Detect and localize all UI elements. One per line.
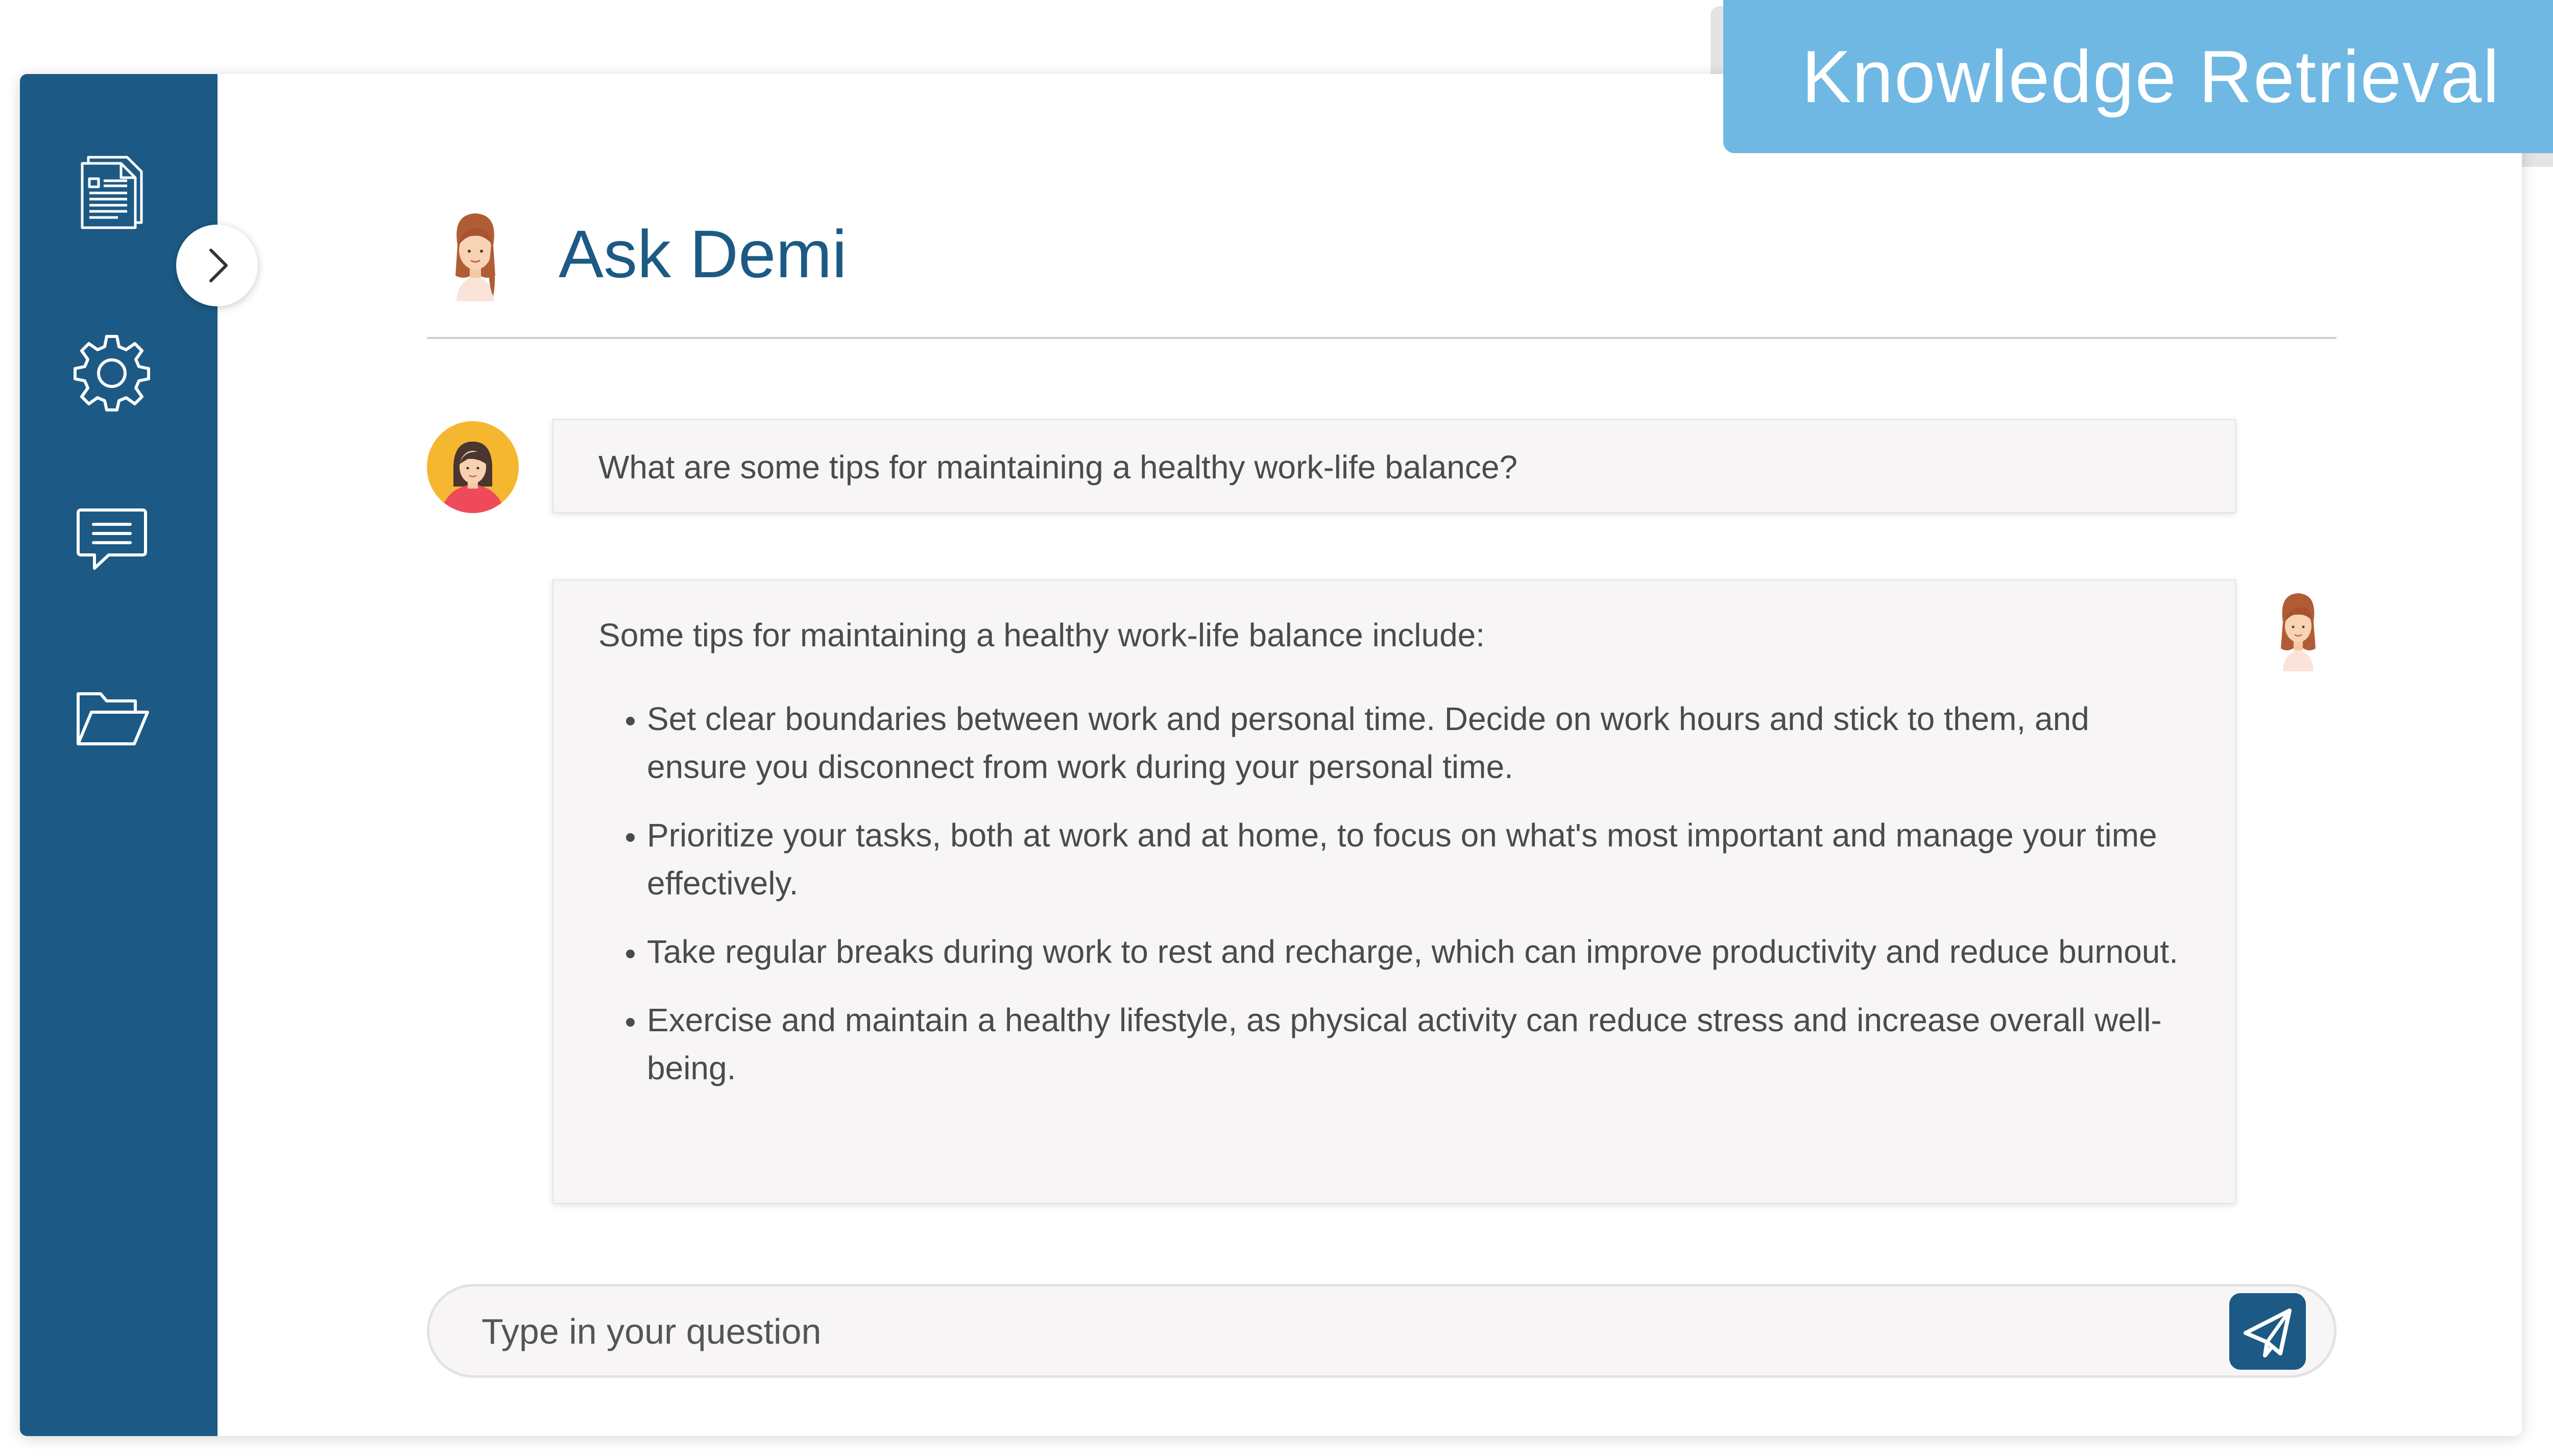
list-item: • Exercise and maintain a healthy lifestyle, as physical activity can reduce stress and increase overall well-being.: [647, 996, 2190, 1092]
folder-icon[interactable]: [71, 676, 153, 758]
header-divider: [427, 337, 2337, 339]
chevron-right-icon: [176, 225, 258, 306]
banner-label: Knowledge Retrieval: [1801, 35, 2500, 118]
list-item: • Set clear boundaries between work and personal time. Decide on work hours and stick to them, and ensure you disconnect from work during your personal time.: [647, 695, 2190, 791]
knowledge-retrieval-banner: [1723, 0, 2553, 153]
question-bar: [427, 1284, 2337, 1378]
gear-icon[interactable]: [71, 330, 153, 412]
page-title: Ask Demi: [559, 216, 847, 292]
document-icon[interactable]: [71, 148, 153, 230]
tips-list: [598, 695, 2190, 1092]
chat-icon[interactable]: [71, 499, 153, 580]
send-icon: [2229, 1293, 2306, 1370]
question-input[interactable]: [480, 1306, 2114, 1357]
bot-message: [552, 579, 2236, 1204]
demi-avatar: [427, 199, 524, 301]
user-message: What are some tips for maintaining a healthy work-life balance?: [552, 419, 2236, 513]
list-item: • Take regular breaks during work to rest and recharge, which can improve productivity and reduce burnout.: [647, 928, 2190, 976]
demi-reply-avatar: [2262, 582, 2334, 671]
list-item: • Prioritize your tasks, both at work and at home, to focus on what's most important and manage your time effectively.: [647, 811, 2190, 907]
send-button[interactable]: [2229, 1293, 2306, 1370]
sidebar-toggle-button[interactable]: [176, 225, 258, 306]
user-avatar: [427, 421, 519, 513]
bot-message-intro: Some tips for maintaining a healthy work-life balance include:: [598, 617, 1485, 653]
chat-window: [20, 74, 2522, 1436]
